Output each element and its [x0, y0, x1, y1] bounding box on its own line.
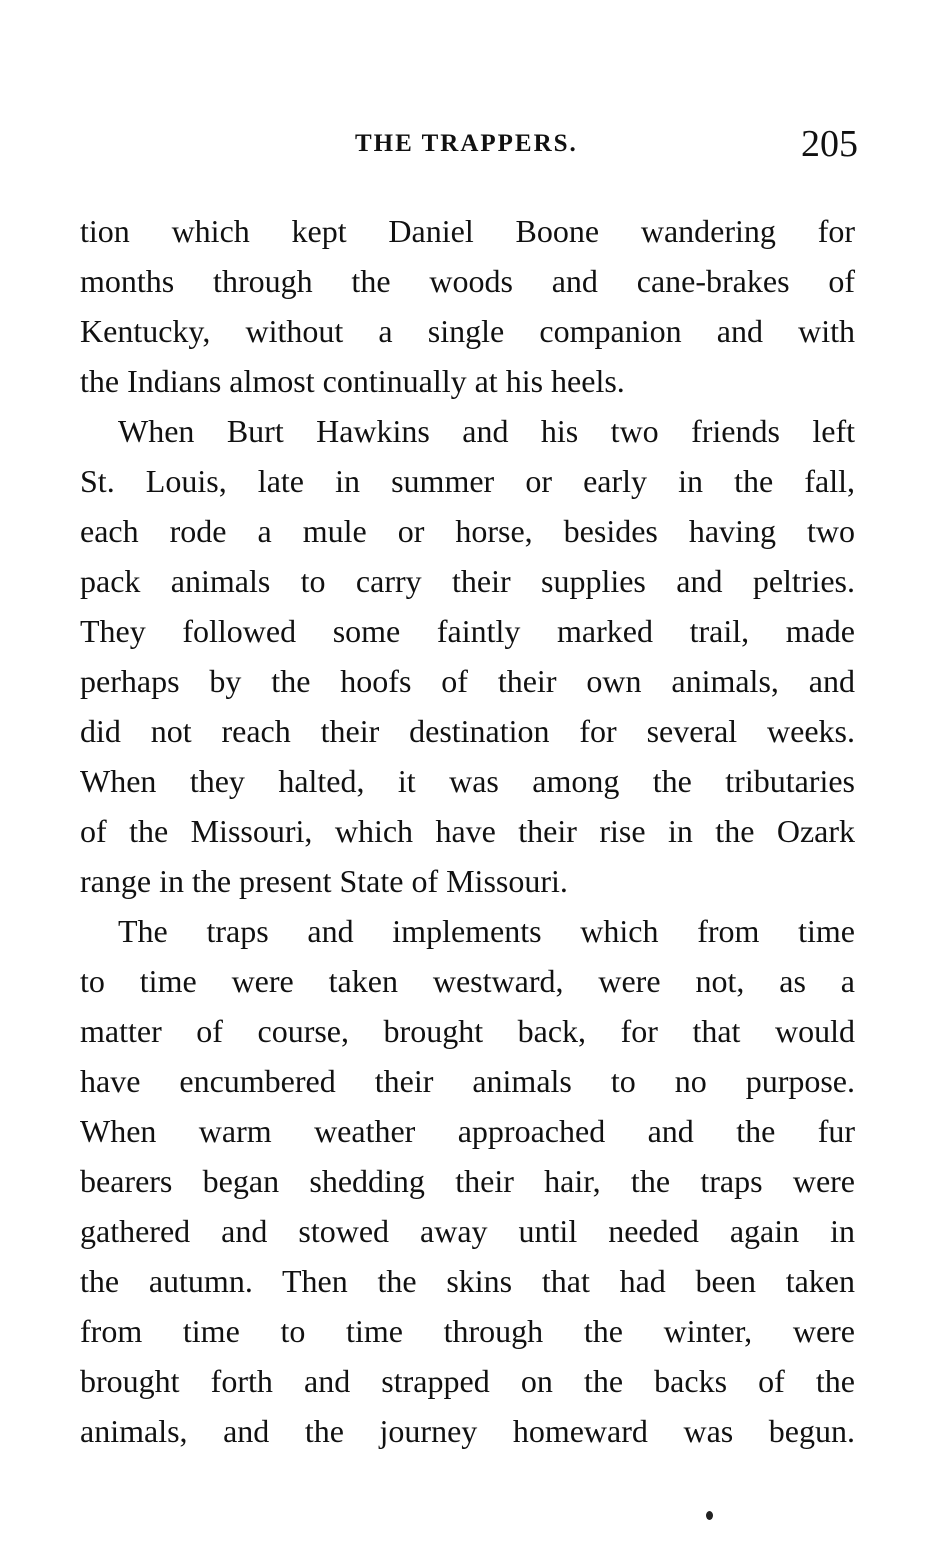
text-line: brought forth and strapped on the backs of the — [80, 1363, 855, 1399]
text-line: the autumn. Then the skins that had been taken — [80, 1263, 855, 1299]
text-line: the Indians almost continually at his heels. — [80, 363, 625, 399]
text-line: bearers began shedding their hair, the traps were — [80, 1163, 855, 1199]
text-line: animals, and the journey homeward was begun. — [80, 1413, 855, 1449]
text-line: each rode a mule or horse, besides having two — [80, 513, 855, 549]
text-line: They followed some faintly marked trail, made — [80, 613, 855, 649]
running-head-title: THE TRAPPERS. — [355, 130, 578, 157]
text-line: perhaps by the hoofs of their own animals, and — [80, 663, 855, 699]
text-line: When they halted, it was among the tributaries — [80, 763, 855, 799]
text-line: When warm weather approached and the fur — [80, 1113, 855, 1149]
text-line: did not reach their destination for several weeks. — [80, 713, 855, 749]
text-line: Kentucky, without a single companion and with — [80, 313, 855, 349]
text-line: matter of course, brought back, for that would — [80, 1013, 855, 1049]
text-line: range in the present State of Missouri. — [80, 863, 568, 899]
page-number: 205 — [801, 123, 858, 165]
text-line: of the Missouri, which have their rise in the Ozark — [80, 813, 855, 849]
ink-speck — [706, 1511, 713, 1520]
text-line: gathered and stowed away until needed again in — [80, 1213, 855, 1249]
text-line: St. Louis, late in summer or early in the fall, — [80, 463, 855, 499]
text-line: tion which kept Daniel Boone wandering for — [80, 213, 855, 249]
text-line: pack animals to carry their supplies and peltries. — [80, 563, 855, 599]
text-line: have encumbered their animals to no purpose. — [80, 1063, 855, 1099]
text-line: to time were taken westward, were not, as a — [80, 963, 855, 999]
text-line: from time to time through the winter, were — [80, 1313, 855, 1349]
body-text — [80, 206, 855, 1456]
text-line: months through the woods and cane-brakes of — [80, 263, 855, 299]
text-line: The traps and implements which from time — [118, 913, 855, 949]
text-line: When Burt Hawkins and his two friends left — [118, 413, 855, 449]
